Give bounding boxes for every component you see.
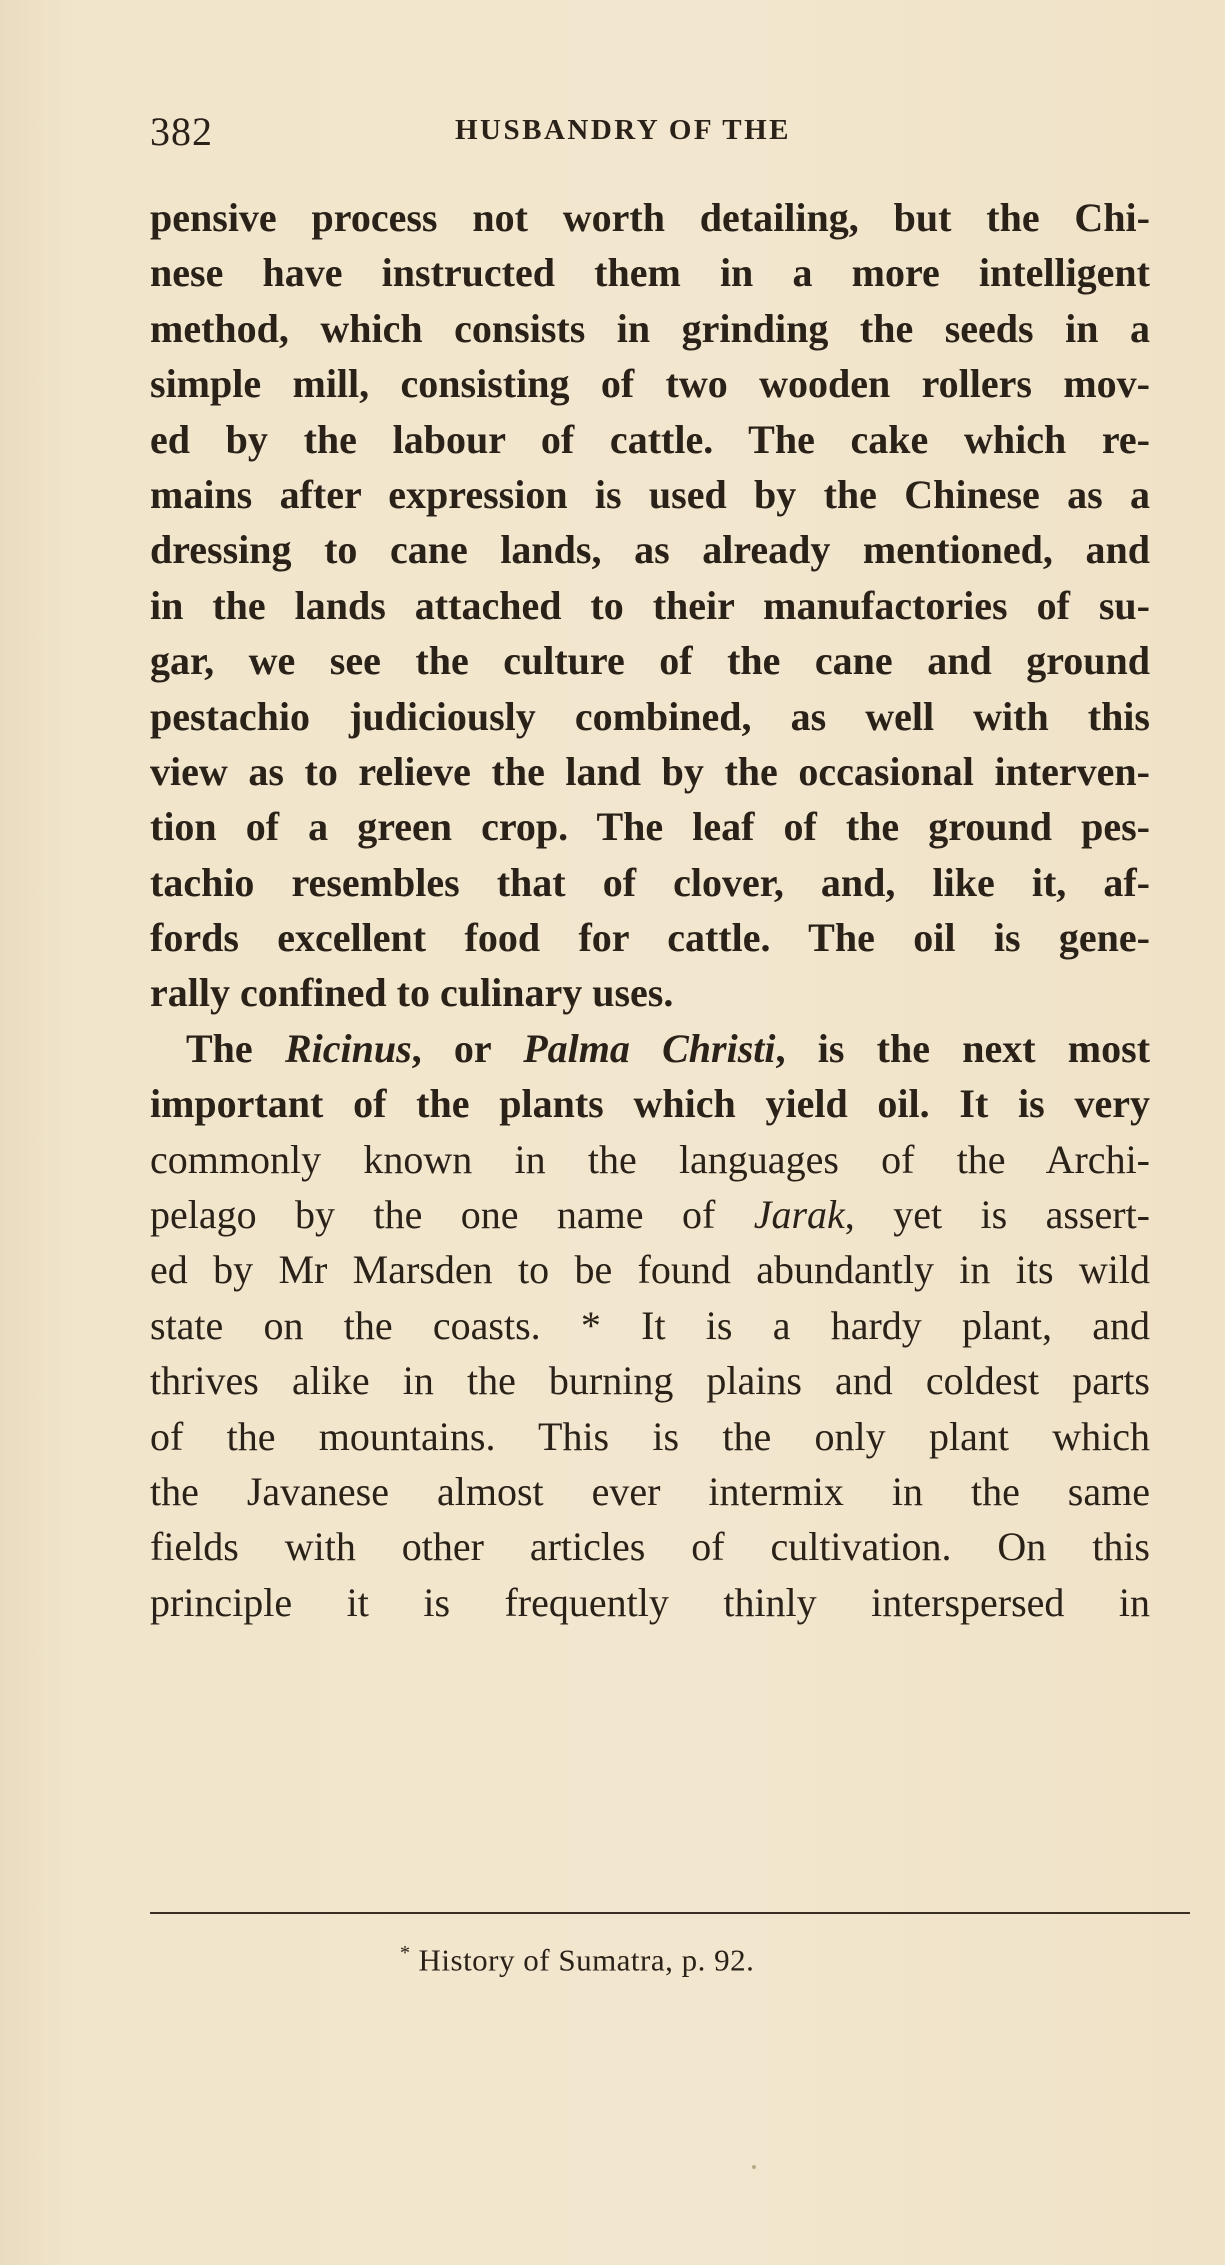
text-line: pestachio judiciously combined, as well with this (150, 693, 1150, 739)
text-line: ed by Mr Marsden to be found abundantly in its wild (150, 1247, 1150, 1293)
footnote-mark: * (400, 1942, 411, 1964)
text-line: method, which consists in grinding the seeds in a (150, 305, 1150, 351)
body-text (150, 190, 1150, 1630)
text-line: dressing to cane lands, as already mentioned, and (150, 527, 1150, 573)
italic-term: Palma Christi (523, 1025, 776, 1071)
text-line: view as to relieve the land by the occasional interven- (150, 748, 1150, 794)
text-line-rich: pelago by the one name of Jarak, yet is assert- (150, 1192, 1150, 1238)
page-header (150, 108, 1180, 158)
text-line: fords excellent food for cattle. The oil is gene- (150, 915, 1150, 961)
text-line: in the lands attached to their manufactories of su- (150, 582, 1150, 628)
footnote-divider (150, 1912, 1190, 1914)
text-line: principle it is frequently thinly interspersed in (150, 1579, 1150, 1625)
text-line: commonly known in the languages of the Archi- (150, 1136, 1150, 1182)
text-line: important of the plants which yield oil. It is very (150, 1081, 1150, 1127)
text-line: rally confined to culinary uses. (150, 970, 674, 1016)
text-line: ed by the labour of cattle. The cake which re- (150, 416, 1150, 462)
running-head: HUSBANDRY OF THE (455, 114, 792, 146)
text-line: state on the coasts. * It is a hardy plant, and (150, 1302, 1150, 1348)
text-line: of the mountains. This is the only plant which (150, 1413, 1150, 1459)
text-line: the Javanese almost ever intermix in the same (150, 1468, 1150, 1514)
text-line: gar, we see the culture of the cane and ground (150, 638, 1150, 684)
paper-speck (752, 2165, 756, 2169)
text-line: tachio resembles that of clover, and, like it, af- (150, 859, 1150, 905)
text-line: fields with other articles of cultivation. On this (150, 1524, 1150, 1570)
text-line: mains after expression is used by the Chinese as a (150, 471, 1150, 517)
footnote-text: History of Sumatra, p. 92. (418, 1942, 755, 1978)
italic-term: Ricinus (284, 1025, 412, 1071)
footnote (400, 1942, 754, 1978)
text-line: thrives alike in the burning plains and coldest parts (150, 1358, 1150, 1404)
page-number: 382 (150, 109, 213, 154)
text-line: nese have instructed them in a more intelligent (150, 250, 1150, 296)
text-line: simple mill, consisting of two wooden rollers mov- (150, 361, 1150, 407)
text-line: pensive process not worth detailing, but the Chi- (150, 195, 1150, 240)
text-line: tion of a green crop. The leaf of the ground pes- (150, 804, 1150, 850)
text-line-rich: The Ricinus, or Palma Christi, is the next most (186, 1025, 1151, 1071)
italic-term: Jarak (753, 1192, 845, 1238)
